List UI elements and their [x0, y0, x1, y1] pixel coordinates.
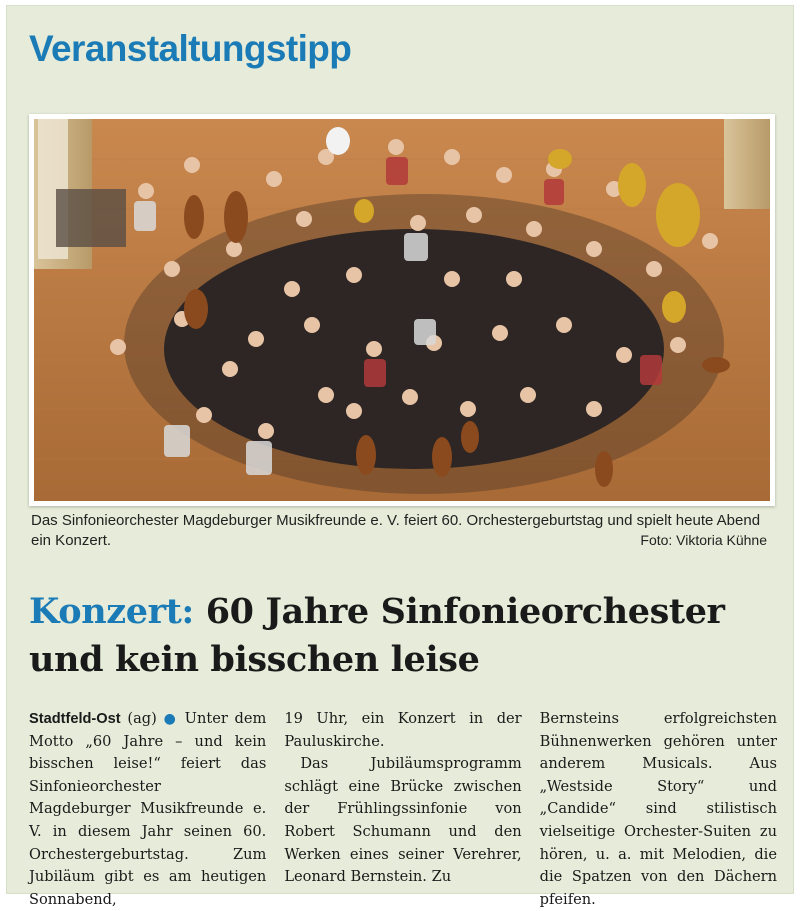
- article-body: [29, 708, 777, 911]
- bullet-icon: ●: [163, 711, 178, 727]
- column-2-text-2: Das Jubiläumsprogramm schlägt eine Brücke zwischen der Frühlingssinfonie von Robert Schumann und den Werken eines seiner Verehrer, Leonard Bernstein. Zu: [284, 755, 522, 886]
- newspaper-clipping: [6, 5, 794, 908]
- photo-caption: Das Sinfonieorchester Magdeburger Musikfreunde e. V. feiert 60. Orchestergeburtstag und spielt heute Abend ein Konzert.: [31, 512, 761, 549]
- dateline: Stadtfeld-Ost: [29, 711, 121, 727]
- column-3-text: Bernsteins erfolgreichsten Bühnenwerken gehören unter anderem Musicals. Aus „Westside Story“ und „Candide“ sind stilistisch vielseitige Orchester-Suiten zu hören, u. a. mit Melodien, die die Spatzen von den Dächern pfeifen.: [539, 710, 777, 908]
- photo-credit: Foto: Viktoria Kühne: [640, 532, 767, 548]
- photo-frame: [29, 114, 775, 506]
- article-column-1: [29, 708, 266, 911]
- article-column-3: [540, 708, 777, 911]
- section-kicker: Veranstaltungstipp: [29, 28, 352, 69]
- headline-line-2: und kein bisschen leise: [29, 639, 480, 680]
- orchestra-photo: [34, 119, 770, 501]
- headline-label: Konzert:: [29, 591, 194, 632]
- article-column-2: [284, 708, 521, 911]
- column-2-text-1: 19 Uhr, ein Konzert in der Pauluskirche.: [284, 710, 522, 750]
- column-1-text: Unter dem Motto „60 Jahre – und kein bisschen leise!“ feiert das Sinfonieorchester Magdeburger Musikfreunde e. V. in diesem Jahr seinen 60. Orchestergeburtstag. Zum Jubiläum gibt es am heutigen Sonnabend,: [29, 710, 267, 908]
- author-abbrev: (ag): [127, 710, 157, 727]
- article-headline: [29, 588, 789, 684]
- headline-line-1: 60 Jahre Sinfonieorchester: [193, 591, 725, 632]
